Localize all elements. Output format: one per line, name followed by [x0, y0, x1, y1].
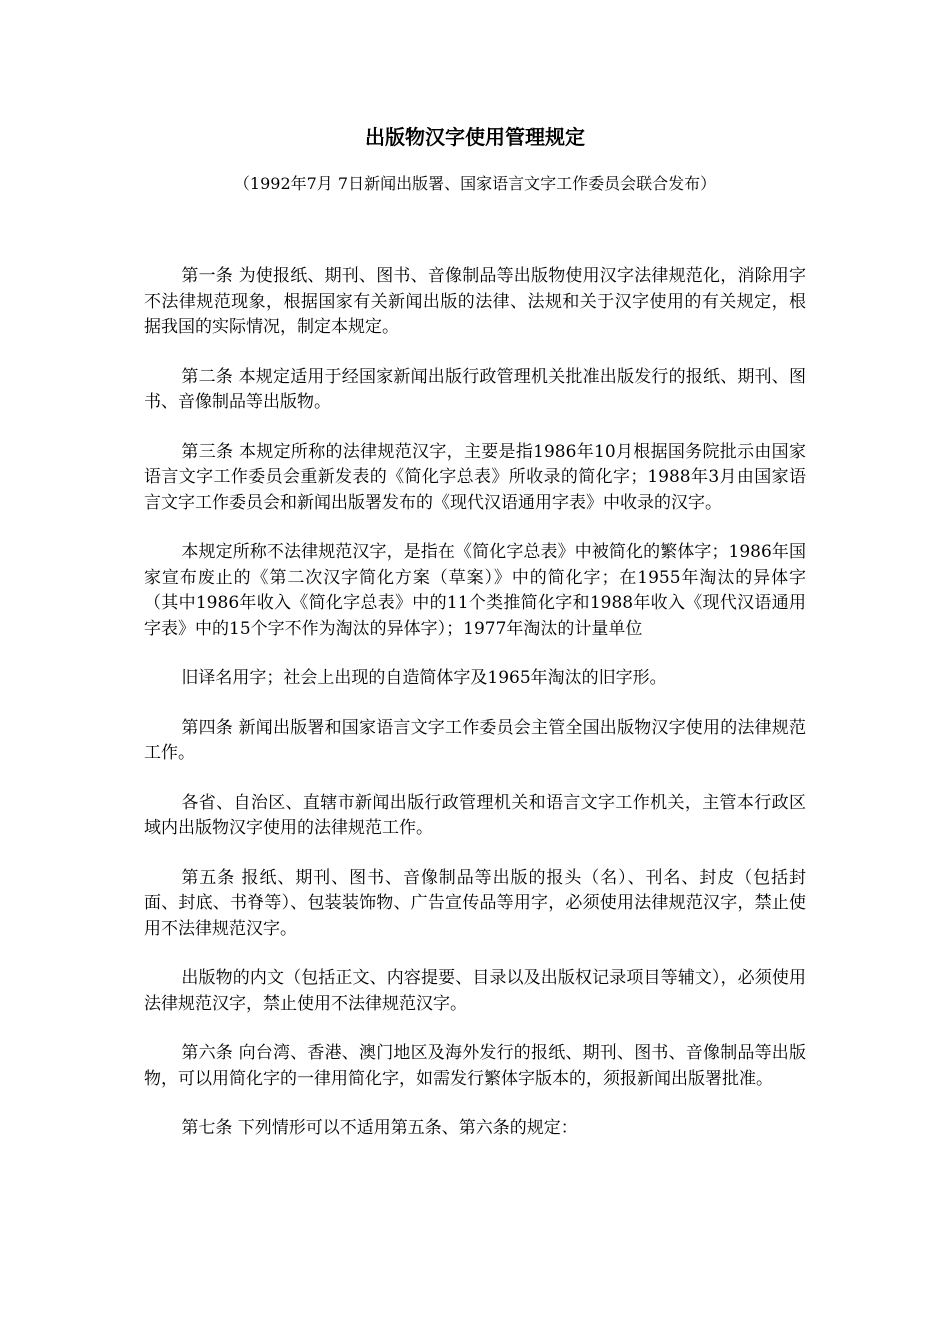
document-body — [144, 264, 806, 1166]
paragraph-article-4: 第四条 新闻出版署和国家语言文字工作委员会主管全国出版物汉字使用的法律规范工作。 — [144, 717, 806, 763]
paragraph-article-3: 第三条 本规定所称的法律规范汉字，主要是指1986年10月根据国务院批示由国家语言文字工作委员会重新发表的《简化字总表》所收录的简化字；1988年3月由国家语言文字工作委员会和新闻出版署发布的《现代汉语通用字表》中收录的汉字。 — [144, 441, 806, 513]
paragraph-article-5: 第五条 报纸、期刊、图书、音像制品等出版的报头（名）、刊名、封皮（包括封面、封底、书脊等）、包装装饰物、广告宣传品等用字，必须使用法律规范汉字，禁止使用不法律规范汉字。 — [144, 867, 806, 939]
document-subtitle: （1992年7月 7日新闻出版署、国家语言文字工作委员会联合发布） — [233, 174, 717, 193]
paragraph-article-3-continued: 旧译名用字；社会上出现的自造简体字及1965年淘汰的旧字形。 — [181, 668, 667, 688]
document-title: 出版物汉字使用管理规定 — [365, 125, 585, 149]
paragraph-article-7: 第七条 下列情形可以不适用第五条、第六条的规定： — [181, 1118, 578, 1138]
paragraph-article-2: 第二条 本规定适用于经国家新闻出版行政管理机关批准出版发行的报纸、期刊、图书、音像制品等出版物。 — [144, 366, 806, 412]
paragraph-article-3-nonstandard: 本规定所称不法律规范汉字，是指在《简化字总表》中被简化的繁体字；1986年国家宣布废止的《第二次汉字简化方案（草案）》中的简化字；在1955年淘汰的异体字（其中1986年收入《简化字总表》中的11个类推简化字和1988年收入《现代汉语通用字表》中的15个字不作为淘汰的异体字）；1977年淘汰的计量单位 — [144, 542, 806, 639]
paragraph-article-4-local: 各省、自治区、直辖市新闻出版行政管理机关和语言文字工作机关，主管本行政区域内出版物汉字使用的法律规范工作。 — [144, 792, 806, 838]
paragraph-article-5-content: 出版物的内文（包括正文、内容提要、目录以及出版权记录项目等辅文），必须使用法律规范汉字，禁止使用不法律规范汉字。 — [144, 968, 806, 1014]
paragraph-article-6: 第六条 向台湾、香港、澳门地区及海外发行的报纸、期刊、图书、音像制品等出版物，可以用简化字的一律用简化字，如需发行繁体字版本的，须报新闻出版署批准。 — [144, 1043, 806, 1089]
paragraph-article-1: 第一条 为使报纸、期刊、图书、音像制品等出版物使用汉字法律规范化，消除用字不法律规范现象，根据国家有关新闻出版的法律、法规和关于汉字使用的有关规定，根据我国的实际情况，制定本规定。 — [144, 266, 806, 337]
